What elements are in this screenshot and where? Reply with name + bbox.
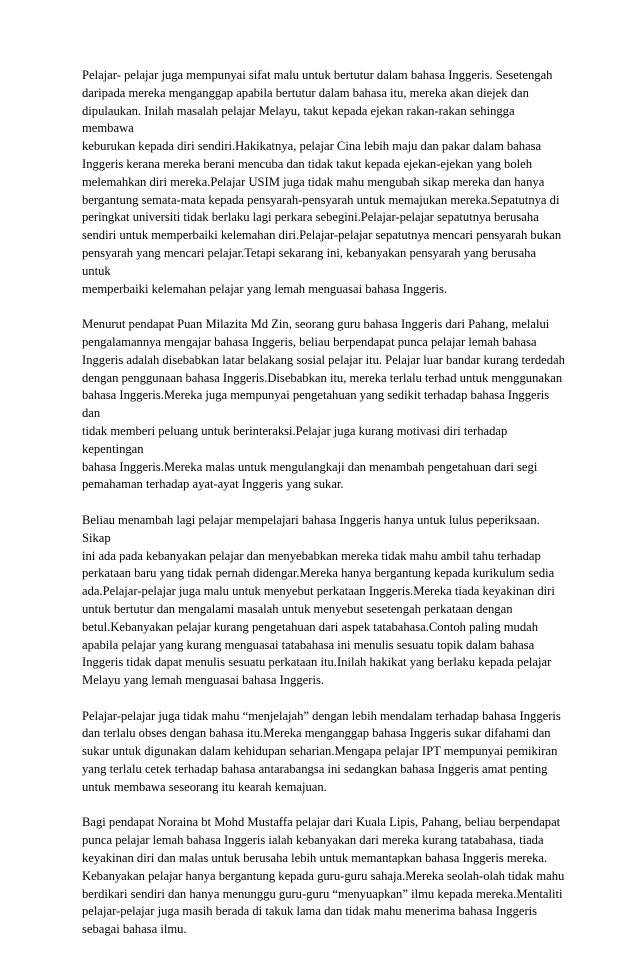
paragraph-5: Bagi pendapat Noraina bt Mohd Mustaffa pelajar dari Kuala Lipis, Pahang, beliau berpendapat punca pelajar lemah bahasa Inggeris ialah kebanyakan dari mereka kurang tatabahasa, tiada keyakinan diri dan malas untuk berusaha lebih untuk memantapkan bahasa Inggeris mereka. Kebanyakan pelajar hanya bergantung kepada guru-guru sahaja.Mereka seolah-olah tidak mahu berdikari sendiri dan hanya menunggu guru-guru “menyuapkan” ilmu kepada mereka.Mentaliti pelajar-pelajar juga masih berada di takuk lama dan tidak mahu menerima bahasa Inggeris sebagai bahasa ilmu. (82, 815, 565, 937)
paragraph-4: Pelajar-pelajar juga tidak mahu “menjelajah” dengan lebih mendalam terhadap bahasa Inggeris dan terlalu obses dengan bahasa itu.Mereka menganggap bahasa Inggeris sukar difahami dan sukar untuk digunakan dalam kehidupan seharian.Mengapa pelajar IPT mempunyai pemikiran yang terlalu cetek terhadap bahasa antarabangsa ini sedangkan bahasa Inggeris amat penting untuk membawa seseorang itu kearah kemajuan. (82, 708, 561, 794)
paragraph-2: Menurut pendapat Puan Milazita Md Zin, seorang guru bahasa Inggeris dari Pahang, melalui pengalamannya mengajar bahasa Inggeris, beliau berpendapat punca pelajar lemah bahasa Inggeris adalah disebabkan latar belakang sosial pelajar itu. Pelajar luar bandar kurang terdedah dengan penggunaan bahasa Inggeris.Disebabkan itu, mereka terlalu terhad untuk menggunakan bahasa Inggeris.Mereka juga mempunyai pengetahuan yang sedikit terhadap bahasa Inggeris dan tidak memberi peluang untuk berinteraksi.Pelajar juga kurang motivasi diri terhadap kepentingan bahasa Inggeris.Mereka malas untuk mengulangkaji dan menambah pengetahuan dari segi pemahaman terhadap ayat-ayat Inggeris yang sukar. (82, 317, 565, 492)
paragraph-3: Beliau menambah lagi pelajar mempelajari bahasa Inggeris hanya untuk lulus peperiksaan. Sikap ini ada pada kebanyakan pelajar dan menyebabkan mereka tidak mahu ambil tahu terhadap perkataan baru yang tidak pernah didengar.Mereka hanya bergantung kepada kurikulum sedia ada.Pelajar-pelajar juga malu untuk menyebut perkataan Inggeris.Mereka tiada keyakinan diri untuk bertutur dan mengalami masalah untuk menyebut sesetengah perkataan dengan betul.Kebanyakan pelajar kurang pengetahuan dari aspek tatabahasa.Contoh paling mudah apabila pelajar yang kurang menguasai tatabahasa ini menulis sesuatu topik dalam bahasa Inggeris tidak dapat menulis sesuatu perkataan itu.Inilah hakikat yang berlaku kepada pelajar Melayu yang lemah menguasai bahasa Inggeris. (82, 512, 555, 688)
paragraph-1: Pelajar- pelajar juga mempunyai sifat malu untuk bertutur dalam bahasa Inggeris. Sesetengah daripada mereka menganggap apabila bertutur dalam bahasa itu, mereka akan diejek dan dipulaukan. Inilah masalah pelajar Melayu, takut kepada ejekan rakan-rakan sehingga membawa keburukan kepada diri sendiri.Hakikatnya, pelajar Cina lebih maju dan pakar dalam bahasa Inggeris kerana mereka berani mencuba dan tidak takut kepada ejekan-ejekan yang boleh melemahkan diri mereka.Pelajar USIM juga tidak mahu mengubah sikap mereka dan hanya bergantung semata-mata kepada pensyarah-pensyarah untuk memajukan mereka.Sepatutnya di peringkat universiti tidak berlaku lagi perkara sebegini.Pelajar-pelajar sepatutnya berusaha sendiri untuk memperbaiki kelemahan diri.Pelajar-pelajar sepatutnya mencari pensyarah bukan pensyarah yang mencari pelajar.Tetapi sekarang ini, kebanyakan pensyarah yang berusaha untuk memperbaiki kelemahan pelajar yang lemah menguasai bahasa Inggeris. (82, 68, 562, 296)
document-body (82, 67, 566, 957)
